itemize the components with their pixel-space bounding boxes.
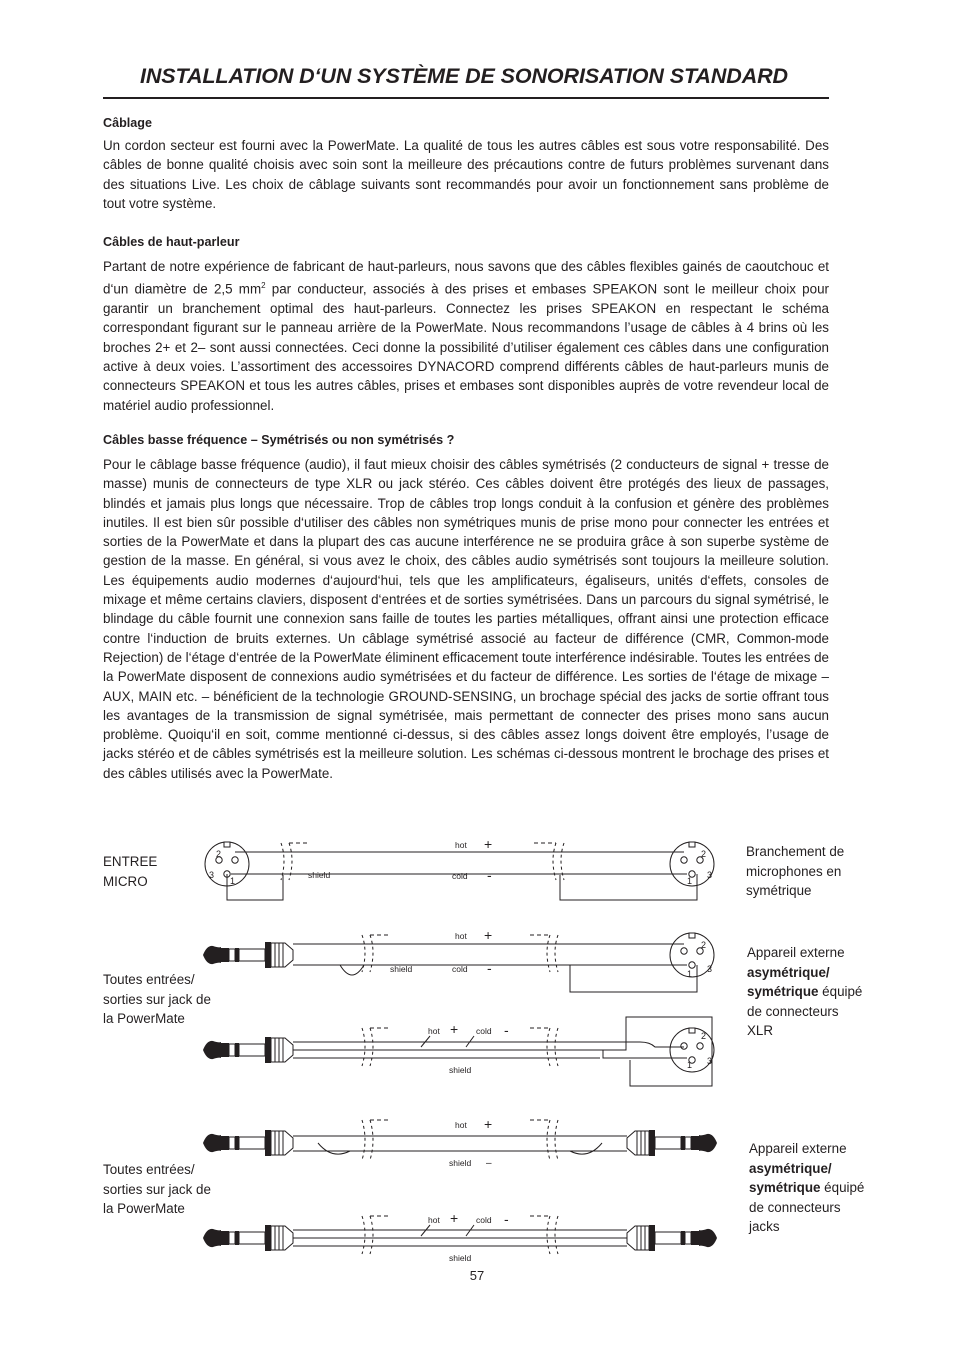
label-line: Toutes entrées/ [103, 972, 195, 987]
hot-label: hot [455, 1120, 467, 1130]
jack-plug-left [203, 1037, 293, 1063]
label-bold: symétrique [749, 1180, 821, 1196]
cold-label: cold [476, 1026, 492, 1036]
shield-label: shield [449, 1065, 472, 1075]
label-line: jacks [749, 1219, 780, 1235]
minus-sign: - [504, 1022, 509, 1038]
pin-label: 3 [209, 870, 215, 880]
pin-label: 2 [701, 849, 707, 859]
pin-label: 3 [707, 964, 713, 974]
hot-label: hot [455, 840, 467, 850]
plus-sign: + [484, 1116, 493, 1132]
hot-label: hot [428, 1215, 440, 1225]
pin-label: 2 [216, 849, 222, 859]
section-heading-speaker-cables: Câbles de haut-parleur [103, 235, 240, 249]
pin-label: 1 [687, 876, 693, 886]
label-line: Appareil externe [749, 1141, 847, 1156]
label-line: XLR [747, 1023, 774, 1039]
label-line: microphones en [746, 863, 842, 879]
jack-plug-right [627, 1225, 717, 1251]
section-body-lf-cables: Pour le câblage basse fréquence (audio), il faut mieux choisir des câbles symétrisés (2 conducteurs de signal + tresse de masse) munis de connecteurs de type XLR ou jack stéréo. Ces câbles doivent être protégés des lieux de passages, blindés et jamais plus longs que nécessaire. Trop de câbles trop longs conduit à la confusion et génère des problèmes inutiles. Il est bien sûr possible d‘utiliser des câbles non symétriques munis de prise mono pour connecter les entrées et sorties de la PowerMate et dans la plupart des cas aucune interférence ne se produira grâce à son superbe système de gestion de la masse. En général, si vous avez le choix, des câbles audio symétrisés sont toujours la meilleure solution. Les équipements audio modernes d‘aujourd‘hui, tels que les amplificateurs, égaliseurs, unités d‘effets, consoles de mixage et même certains claviers, disposent d‘entrées et de sorties symétrisées. Dans un parcours du signal symétrisé, le blindage du câble fournit une connexion sans faille de toutes les parties métalliques, offrant ainsi une protection efficace contre l‘induction de bruits externes. Un câblage symétrisé associé au facteur de différence (CMR, Common-mode Rejection) de l‘étage d‘entrée de la PowerMate éliminent efficacement toute interférence indésirable. Toutes les entrées de la PowerMate disposent de connexions audio symétrisées et du facteur de différence. Les sorties de l‘étage de mixage – AUX, MAIN etc. – bénéficient de la technologie GROUND-SENSING, un brochage spécial des jacks de sortie offrant tous les avantages de la transmission de signal symétrisée, mais permettant de connecter des prises mono sans aucun problème. Quoiqu‘il en soit, comme mentionné ci-dessus, si des câbles assez longs doivent être employés, l’usage de jacks stéréo et de câbles symétrisés est la meilleure solution. Les schémas ci-dessous montrent le brochage des prises et des câbles utilisés avec la PowerMate. [103, 457, 830, 781]
label-line: asymétrique/ [747, 964, 830, 980]
pin-label: 1 [230, 876, 236, 886]
label-line: asymétrique/ [749, 1160, 832, 1176]
label-line: de connecteurs [749, 1199, 841, 1215]
minus-sign: - [504, 1211, 509, 1227]
label-line: la PowerMate [103, 1011, 185, 1027]
plus-sign: + [450, 1210, 459, 1226]
plus-sign: + [484, 836, 493, 852]
section-heading-cablage: Câblage [103, 116, 152, 130]
section-heading-lf-cables: Câbles basse fréquence – Symétrisés ou non symétrisés ? [103, 433, 455, 447]
page-title: INSTALLATION D‘UN SYSTÈME DE SONORISATION STANDARD [140, 64, 788, 88]
plus-sign: + [484, 927, 493, 943]
minus-sign: – [486, 1158, 492, 1169]
label-line: symétrique [746, 883, 812, 899]
label-line: sorties sur jack de [103, 991, 211, 1007]
jack-plug-left [203, 1130, 293, 1156]
label-bold: symétrique [747, 984, 819, 1000]
label-line: Appareil externe [747, 945, 845, 960]
shield-label: shield [449, 1253, 472, 1263]
label-line: la PowerMate [103, 1201, 185, 1217]
page-number: 57 [469, 1268, 485, 1283]
cold-label: cold [452, 871, 468, 881]
speaker-text-a: Partant de notre expérience de fabricant de haut-parleurs, nous savons que des câbles flexibles gainés de caoutchouc et d‘un diamètre de 2,5 mm [103, 259, 829, 297]
pin-label: 2 [701, 940, 707, 950]
pin-label: 3 [707, 1056, 713, 1066]
label-line: Toutes entrées/ [103, 1162, 195, 1177]
superscript-two: 2 [261, 281, 266, 291]
plus-sign: + [450, 1021, 459, 1037]
label-rest: équipé [820, 1180, 865, 1196]
jack-to-jack-balanced-cable [203, 1216, 717, 1254]
label-line: Branchement de [746, 844, 845, 859]
section-body-cablage: Un cordon secteur est fourni avec la PowerMate. La qualité de tous les autres câbles est sous votre responsabilité. Des câbles de bonne qualité choisis avec soin sont la meilleure des précautions contre de futurs problèmes survenant dans des situations Live. Les choix de câblage suivants sont recommandés pour avoir un fonctionnement sans problème de tout votre système. [103, 138, 829, 211]
jack-to-xlr-unbalanced-cable [203, 933, 714, 992]
cold-label: cold [452, 964, 468, 974]
cold-label: cold [476, 1215, 492, 1225]
label-line: de connecteurs [747, 1003, 839, 1019]
jack-to-xlr-balanced-cable [203, 1017, 714, 1086]
jack-plug-left [203, 1225, 293, 1251]
jack-plug-right [627, 1130, 717, 1156]
label-line: ENTREE [103, 854, 158, 869]
hot-label: hot [428, 1026, 440, 1036]
jack-plug-left [203, 942, 293, 968]
hot-label: hot [455, 931, 467, 941]
shield-label: shield [308, 870, 331, 880]
label-rest: équipé [818, 984, 863, 1000]
speaker-text-b: par conducteur, associés à des prises et embases SPEAKON sont le meilleur choix pour garantir un branchement optimal des haut-parleurs. Connectez les prises SPEAKON en respectant le schéma correspondant figurant sur le panneau arrière de la PowerMate. Nous recommandons l’usage de câbles à 4 brins où les broches 2+ et 2– sont aussi connectées. Ceci donne la possibilité d’utiliser également ces câbles dans une configuration active à deux voies. L’assortiment des accessoires DYNACORD comprend différents câbles de haut-parleurs munis de connecteurs SPEAKON et tous les autres câbles, prises et embases sont disponibles auprès de votre revendeur local de matériel audio professionnel. [103, 281, 829, 413]
shield-label: shield [449, 1158, 472, 1168]
pin-label: 1 [687, 1060, 693, 1070]
minus-sign: - [487, 867, 492, 883]
minus-sign: - [487, 960, 492, 976]
pin-label: 3 [707, 870, 713, 880]
label-line: sorties sur jack de [103, 1181, 211, 1197]
pin-label: 2 [701, 1031, 707, 1041]
pin-label: 1 [687, 969, 693, 979]
label-line: MICRO [103, 873, 148, 889]
shield-label: shield [390, 964, 413, 974]
